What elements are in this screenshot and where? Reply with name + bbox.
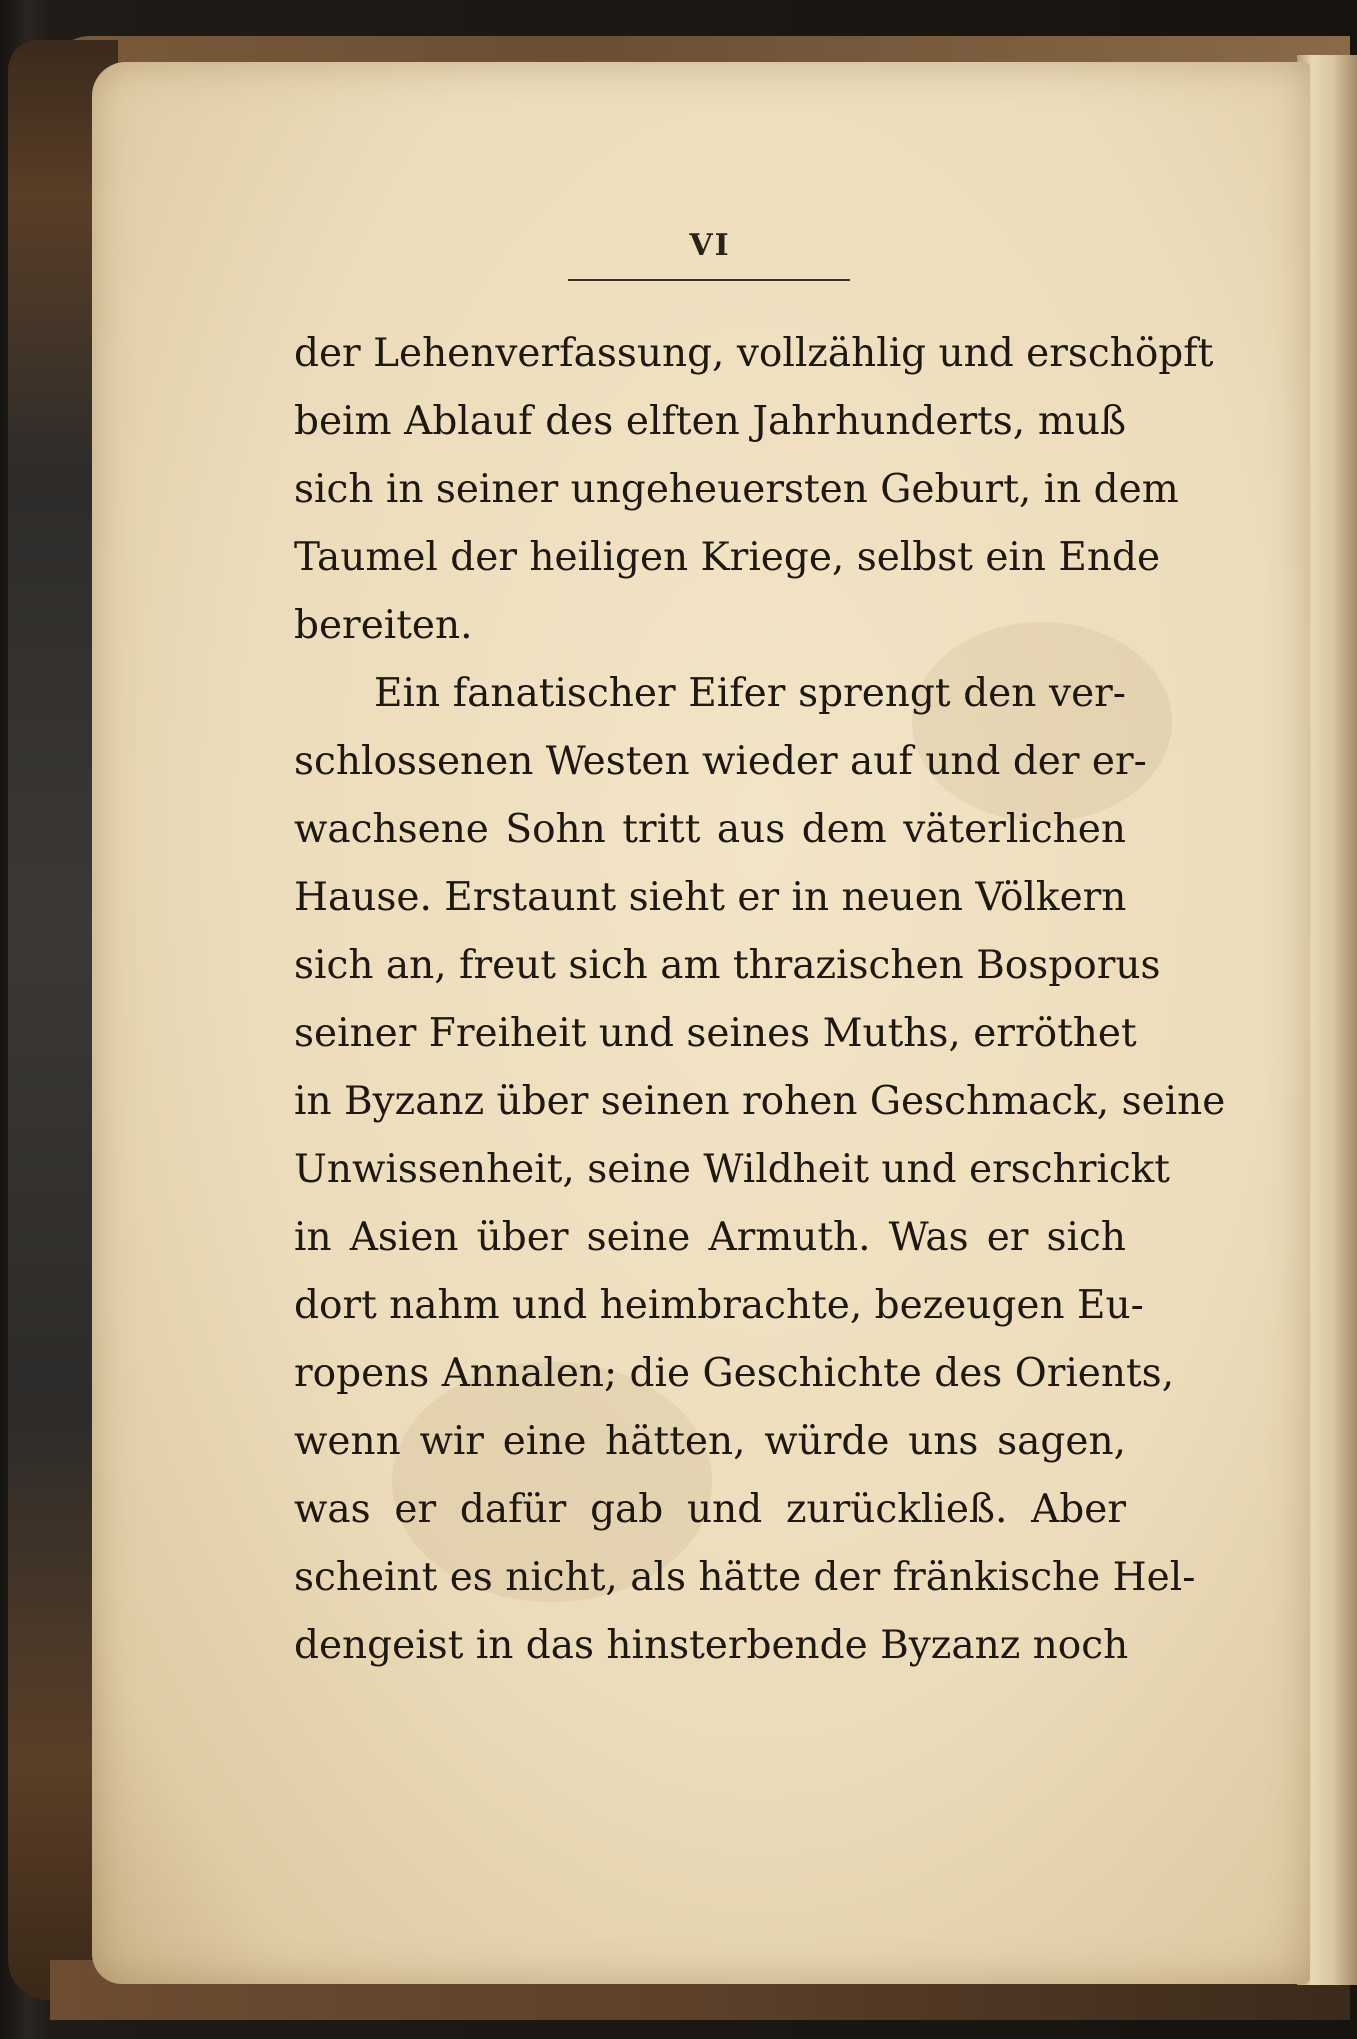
text-line: scheint es nicht, als hätte der fränkische Hel- [294, 1555, 1196, 1600]
header-rule [568, 279, 850, 281]
text-line: dort nahm und heimbrachte, bezeugen Eu- [294, 1283, 1144, 1328]
text-line: beim Ablauf des elften Jahrhunderts, muß [294, 399, 1126, 444]
text-line: in Asien über seine Armuth. Was er sich [294, 1215, 1126, 1260]
text-line: in Byzanz über seinen rohen Geschmack, seine [294, 1079, 1226, 1124]
text-line: was er dafür gab und zurückließ. Aber [294, 1487, 1126, 1532]
text-line: wenn wir eine hätten, würde uns sagen, [294, 1419, 1126, 1464]
text-line: sich in seiner ungeheuersten Geburt, in dem [294, 467, 1179, 512]
text-line: schlossenen Westen wieder auf und der er- [294, 739, 1147, 784]
text-line: Hause. Erstaunt sieht er in neuen Völkern [294, 875, 1127, 920]
text-line: Taumel der heiligen Kriege, selbst ein Ende [294, 535, 1161, 580]
body-text [294, 320, 1226, 1680]
text-line: Unwissenheit, seine Wildheit und erschrickt [294, 1147, 1170, 1192]
text-line: der Lehenverfassung, vollzählig und erschöpft [294, 331, 1214, 376]
text-line: ropens Annalen; die Geschichte des Orients, [294, 1351, 1175, 1396]
text-line: sich an, freut sich am thrazischen Bosporus [294, 943, 1161, 988]
text-line: Ein fanatischer Eifer sprengt den ver- [374, 671, 1126, 716]
page-number: VI [689, 228, 731, 263]
text-line: bereiten. [294, 603, 473, 648]
text-line: wachsene Sohn tritt aus dem väterlichen [294, 807, 1126, 852]
text-line: dengeist in das hinsterbende Byzanz noch [294, 1623, 1129, 1668]
text-line: seiner Freiheit und seines Muths, erröthet [294, 1011, 1137, 1056]
